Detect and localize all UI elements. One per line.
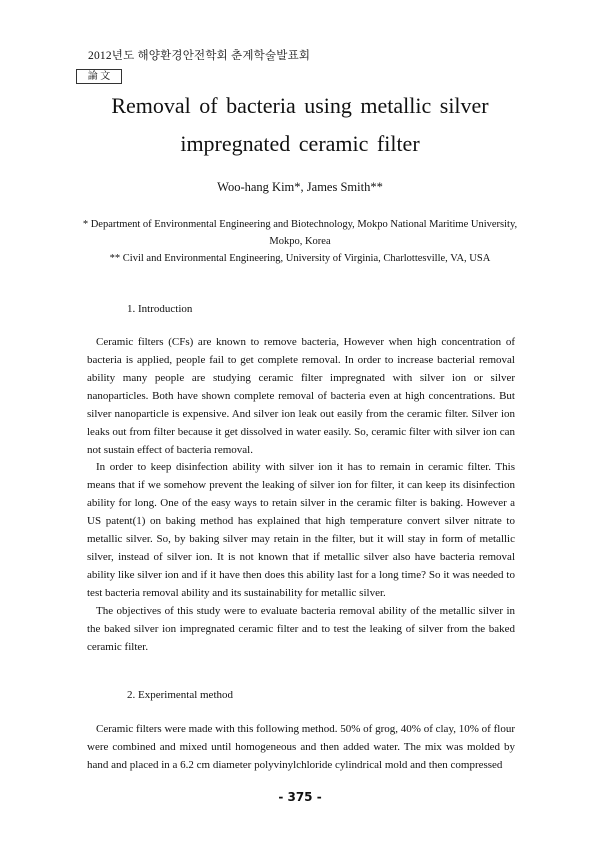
author-list: Woo-hang Kim*, James Smith** <box>217 180 383 194</box>
affiliation-1: * Department of Environmental Engineering and Biotechnology, Mokpo National Maritime University, <box>82 219 518 230</box>
conference-header: 2012년도 해양환경안전학회 춘계학술발표회 <box>88 50 311 62</box>
section-heading-introduction: 1. Introduction <box>127 303 193 315</box>
paper-title-line-1: Removal of bacteria using metallic silver <box>111 93 489 118</box>
article-type-label: 論 文 <box>76 69 122 84</box>
body-paragraph: Ceramic filters (CFs) are known to remove bacteria, However when high concentration of bacteria is applied, people fail to get complete removal. In order to increase bacterial removal ability many people are studying ceramic filter impregnated with silver ion or silver nanoparticles. Both have shown complete removal of bacteria even at high concentrations. But silver nanoparticle is expensive. And silver ion leak out easily from the ceramic filter. Silver ion leaks out from filter because it get dissolved in water easily. So, ceramic filter with silver ion can not sustain effect of bacteria removal. <box>87 336 515 456</box>
page-number: - 375 - <box>278 790 322 804</box>
body-paragraph: Ceramic filters were made with this following method. 50% of grog, 40% of clay, 10% of flour were combined and mixed until homogeneous and then added water. The mix was molded by hand and placed in a 6.2 cm diameter polyvinylchloride cylindrical mold and then compressed <box>87 723 515 771</box>
affiliation-1-continued: Mokpo, Korea <box>269 236 331 247</box>
body-paragraph: In order to keep disinfection ability with silver ion it has to remain in ceramic filter. This means that if we somehow prevent the leaking of silver ion for filter, it can keep its disinfection ability for long. One of the easy ways to retain silver in the ceramic filter is baking. However a US patent(1) on baking method has explained that high temperature convert silver nitrate to metallic silver. So, by baking silver may retain in the filter, but it will stay in form of metallic silver, instead of silver ion. It is not known that if metallic silver also have bacteria removal ability like silver ion and if it have then does this ability last for a long time? So it was needed to test bacteria removal ability and its sustainability for metallic silver. <box>87 461 515 599</box>
affiliation-2: ** Civil and Environmental Engineering, University of Virginia, Charlottesville, VA, USA <box>109 253 491 264</box>
paper-title-line-2: impregnated ceramic filter <box>180 131 420 156</box>
section-heading-experimental-method: 2. Experimental method <box>127 689 233 701</box>
body-paragraph: The objectives of this study were to evaluate bacteria removal ability of the metallic silver in the baked silver ion impregnated ceramic filter and to test the leaking of silver from the baked ceramic filter. <box>87 605 515 653</box>
